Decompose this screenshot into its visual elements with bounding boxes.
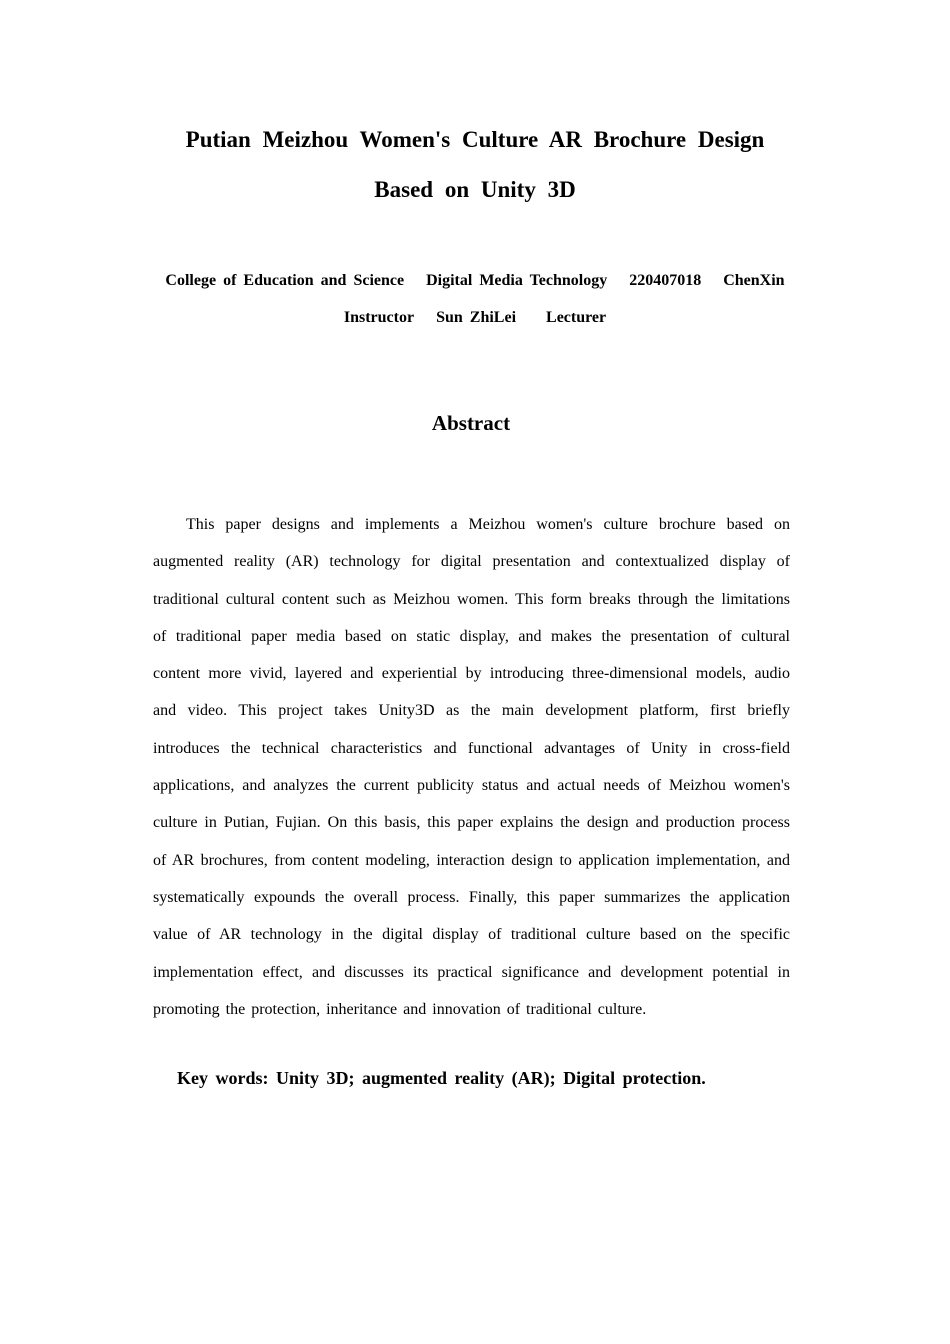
abstract-heading: Abstract xyxy=(431,411,511,435)
instructor-info-line xyxy=(0,307,950,329)
author-info-line xyxy=(0,270,950,292)
keywords: Key words: Unity 3D; augmented reality (AR); Digital protection. xyxy=(177,1068,706,1088)
student-id: 220407018 xyxy=(629,272,702,289)
paper-title-line-2: Based on Unity 3D xyxy=(374,177,576,202)
author-name: ChenXin xyxy=(723,272,785,289)
college-name: College of Education and Science xyxy=(165,272,405,289)
instructor-title: Lecturer xyxy=(546,309,607,326)
instructor-name: Sun ZhiLei xyxy=(436,309,517,326)
major-name: Digital Media Technology xyxy=(426,272,608,289)
paper-title-line-1: Putian Meizhou Women's Culture AR Brochure Design xyxy=(185,127,765,152)
abstract-body: This paper designs and implements a Meizhou women's culture brochure based on augmented reality (AR) technology for digital presentation and contextualized display of traditional cultural content such as Meizhou women. This form breaks through the limitations of traditional paper media based on static display, and makes the presentation of cultural content more vivid, layered and experiential by introducing three-dimensional models, audio and video. This project takes Unity3D as the main development platform, first briefly introduces the technical characteristics and functional advantages of Unity in cross-field applications, and analyzes the current publicity status and actual needs of Meizhou women's culture in Putian, Fujian. On this basis, this paper explains the design and production process of AR brochures, from content modeling, interaction design to application implementation, and systematically expounds the overall process. Finally, this paper summarizes the application value of AR technology in the digital display of traditional culture based on the specific implementation effect, and discusses its practical significance and development potential in promoting the protection, inheritance and innovation of traditional culture. xyxy=(153,516,790,1018)
instructor-label: Instructor xyxy=(343,309,415,326)
